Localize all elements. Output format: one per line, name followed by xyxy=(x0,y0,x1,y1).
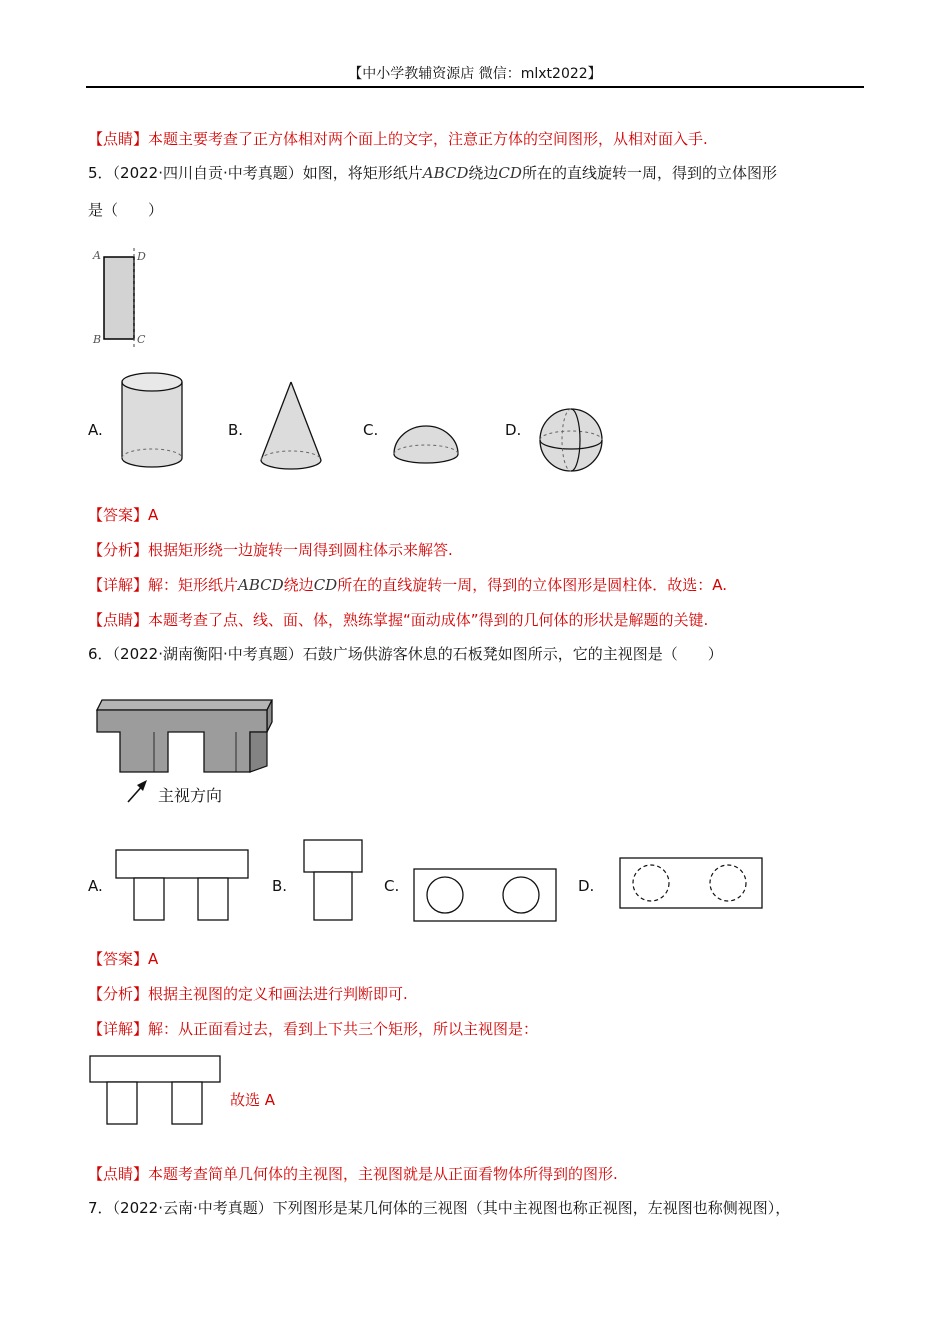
q5-answer xyxy=(88,504,862,526)
cylinder-figure xyxy=(118,370,188,474)
answer-tag: 【答案】 xyxy=(88,506,149,524)
comment-tag: 【点睛】 xyxy=(88,611,149,629)
q5-option-a-label: A. xyxy=(88,421,103,439)
q7-stem-text: （2022·云南·中考真题）下列图形是某几何体的三视图（其中主视图也称正视图，左视图也称侧视图）， xyxy=(112,1199,791,1217)
q5-stem xyxy=(88,162,862,184)
q5-detail xyxy=(88,574,862,596)
view-direction-label: 主视方向 xyxy=(158,786,223,805)
label-d: D xyxy=(137,250,146,263)
detail-text: 解：从正面看过去，看到上下共三个矩形，所以主视图是： xyxy=(148,1020,539,1038)
q5-stem-text3: 所在的直线旋转一周，得到的立体图形 xyxy=(521,164,777,182)
q7-stem xyxy=(88,1197,862,1219)
comment-tag: 【点睛】 xyxy=(88,1165,149,1183)
q6-option-c-label: C. xyxy=(384,877,400,895)
question-number: 7． xyxy=(88,1199,113,1217)
q6-comment xyxy=(88,1163,862,1185)
detail-text: 解：矩形纸片 xyxy=(148,576,239,594)
edge-name: CD xyxy=(498,164,522,182)
q6-option-d-label: D. xyxy=(578,877,595,895)
comment-text: 本题考查简单几何体的主视图，主视图就是从正面看物体所得到的图形. xyxy=(148,1165,618,1183)
question-number: 5． xyxy=(88,164,113,182)
q5-stem-line2: 是（ ） xyxy=(88,201,164,219)
q5-stem-text2: 绕边 xyxy=(468,164,499,182)
q6-option-a-label: A. xyxy=(88,877,103,895)
answer-value: A xyxy=(148,950,159,968)
option-d-top-view-dashed xyxy=(618,856,766,912)
q5-option-d-label: D. xyxy=(505,421,522,439)
q5-option-c-label: C. xyxy=(363,421,379,439)
option-a-bench-front-view xyxy=(114,848,252,924)
analysis-text: 根据主视图的定义和画法进行判断即可. xyxy=(148,985,408,1003)
q6-option-b-label: B. xyxy=(272,877,288,895)
q6-answer xyxy=(88,948,862,970)
q4-comment xyxy=(88,128,862,150)
q5-comment xyxy=(88,609,862,631)
page-header: 【中小学教辅资源店 微信：mlxt2022】 xyxy=(348,66,602,82)
q6-stem-text: （2022·湖南衡阳·中考真题）石鼓广场供游客休息的石板凳如图所示，它的主视图是（ ） xyxy=(112,645,723,663)
question-number: 6． xyxy=(88,645,113,663)
comment-text: 本题考查了点、线、面、体，熟练掌握“面动成体”得到的几何体的形状是解题的关键. xyxy=(148,611,709,629)
detail-text3: 所在的直线旋转一周，得到的立体图形是圆柱体．故选：A. xyxy=(337,576,727,594)
cone-figure xyxy=(255,378,329,474)
label-a: A xyxy=(93,249,101,262)
analysis-tag: 【分析】 xyxy=(88,985,149,1003)
comment-text: 本题主要考查了正方体相对两个面上的文字，注意正方体的空间图形，从相对面入手. xyxy=(148,130,708,148)
sphere-figure xyxy=(536,405,606,475)
comment-tag: 【点睛】 xyxy=(88,130,149,148)
answer-tag: 【答案】 xyxy=(88,950,149,968)
header-rule xyxy=(86,86,864,88)
solution-front-view-figure xyxy=(88,1054,226,1130)
detail-edge-name: CD xyxy=(313,576,338,594)
analysis-text: 根据矩形绕一边旋转一周得到圆柱体示来解答. xyxy=(148,541,453,559)
detail-tag: 【详解】 xyxy=(88,1020,149,1038)
answer-value: A xyxy=(148,506,159,524)
rect-name: ABCD xyxy=(422,164,469,182)
q5-stem-text: （2022·四川自贡·中考真题）如图，将矩形纸片 xyxy=(112,164,423,182)
detail-tag: 【详解】 xyxy=(88,576,149,594)
q6-detail xyxy=(88,1018,862,1040)
hemisphere-figure xyxy=(390,424,464,474)
q5-option-b-label: B. xyxy=(228,421,244,439)
q6-stem xyxy=(88,643,862,665)
option-b-side-view xyxy=(302,838,366,924)
q6-analysis xyxy=(88,983,862,1005)
option-c-top-view-solid xyxy=(412,867,560,925)
label-b: B xyxy=(93,333,102,346)
choice-note: 故选 A xyxy=(230,1091,276,1109)
detail-rect-name: ABCD xyxy=(238,576,284,594)
rectangle-abcd-figure xyxy=(88,244,158,354)
label-c: C xyxy=(137,333,146,346)
analysis-tag: 【分析】 xyxy=(88,541,149,559)
q5-analysis xyxy=(88,539,862,561)
detail-text2: 绕边 xyxy=(283,576,314,594)
